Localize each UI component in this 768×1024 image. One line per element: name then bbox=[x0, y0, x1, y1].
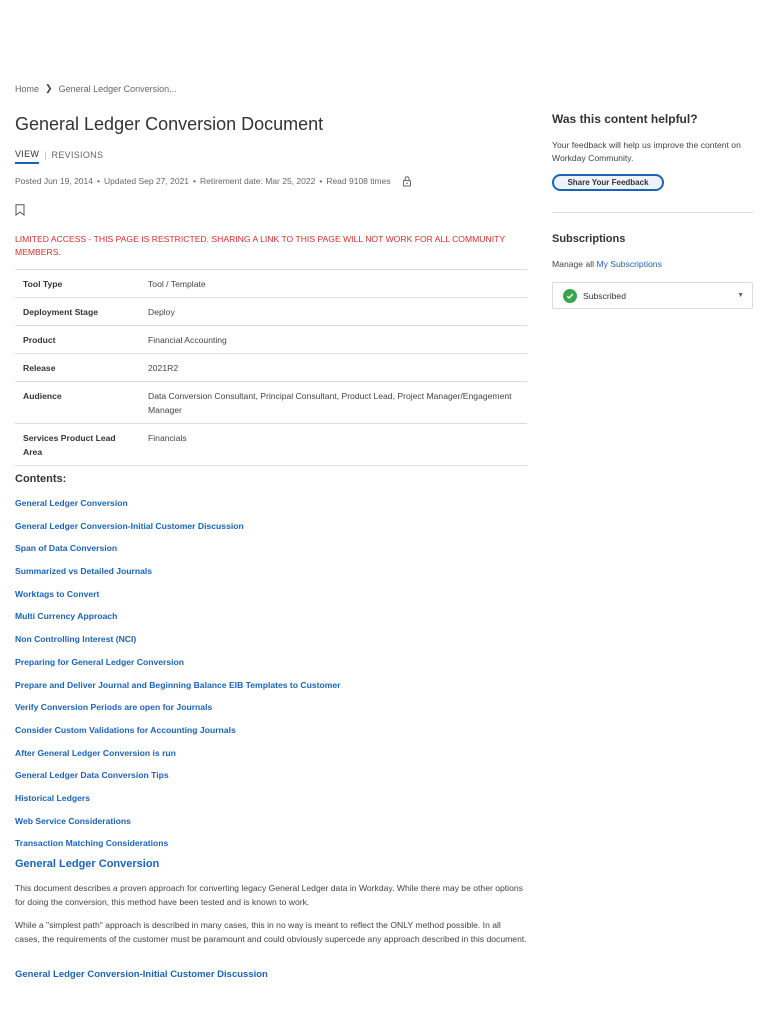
breadcrumb bbox=[15, 83, 177, 94]
attribute-value: Financials bbox=[140, 424, 527, 466]
toc-link[interactable]: Preparing for General Ledger Conversion bbox=[15, 656, 185, 667]
view-tabs bbox=[15, 149, 103, 164]
breadcrumb-current[interactable]: General Ledger Conversion... bbox=[58, 83, 177, 94]
toc-link[interactable]: After General Ledger Conversion is run bbox=[15, 747, 176, 758]
attribute-value: Financial Accounting bbox=[140, 326, 527, 354]
table-of-contents bbox=[15, 497, 341, 860]
toc-link[interactable]: General Ledger Conversion bbox=[15, 498, 128, 508]
attribute-value: 2021R2 bbox=[140, 354, 527, 382]
attribute-key: Tool Type bbox=[15, 270, 140, 298]
table-row bbox=[15, 326, 527, 354]
meta-separator: • bbox=[96, 176, 100, 186]
retirement-date: Retirement date: Mar 25, 2022 bbox=[200, 176, 316, 186]
paragraph: This document describes a proven approach for converting legacy General Ledger data in Workday. While there may be other options for doing the conversion, this method have been tested and is known to work. bbox=[15, 883, 523, 907]
toc-link[interactable]: General Ledger Conversion-Initial Customer Discussion bbox=[15, 520, 244, 531]
toc-link[interactable]: Prepare and Deliver Journal and Beginning Balance EIB Templates to Customer bbox=[15, 679, 341, 690]
tab-revisions[interactable]: REVISIONS bbox=[51, 150, 104, 160]
chevron-right-icon: ❯ bbox=[45, 83, 53, 93]
toc-link[interactable]: Span of Data Conversion bbox=[15, 543, 118, 554]
page-title: General Ledger Conversion Document bbox=[15, 114, 324, 134]
attribute-key: Services Product Lead Area bbox=[15, 424, 140, 466]
attribute-key: Deployment Stage bbox=[15, 298, 140, 326]
toc-link[interactable]: Worktags to Convert bbox=[15, 588, 100, 599]
updated-date: Updated Sep 27, 2021 bbox=[103, 176, 190, 186]
toc-link[interactable]: Web Service Considerations bbox=[15, 815, 131, 826]
contents-heading: Contents: bbox=[15, 473, 67, 485]
toc-link[interactable]: Summarized vs Detailed Journals bbox=[15, 566, 153, 577]
my-subscriptions-link[interactable]: My Subscriptions bbox=[596, 259, 662, 269]
lock-icon bbox=[401, 175, 413, 187]
table-row bbox=[15, 424, 527, 466]
table-row bbox=[15, 298, 527, 326]
meta-separator: • bbox=[319, 176, 323, 186]
toc-link[interactable]: Non Controlling Interest (NCI) bbox=[15, 634, 137, 645]
helpful-text: Your feedback will help us improve the content on Workday Community. bbox=[552, 140, 741, 163]
share-feedback-button[interactable]: Share Your Feedback bbox=[552, 174, 664, 191]
bookmark-icon[interactable] bbox=[15, 204, 25, 216]
toc-link[interactable]: General Ledger Data Conversion Tips bbox=[15, 770, 169, 781]
helpful-heading: Was this content helpful? bbox=[552, 112, 698, 126]
posted-date: Posted Jun 19, 2014 bbox=[15, 176, 93, 186]
check-circle-icon bbox=[563, 289, 577, 303]
attribute-key: Product bbox=[15, 326, 140, 354]
toc-link[interactable]: Multi Currency Approach bbox=[15, 611, 118, 622]
document-meta bbox=[15, 175, 413, 187]
section-heading-gl-conversion: General Ledger Conversion bbox=[15, 858, 160, 870]
subscribed-label: Subscribed bbox=[583, 290, 626, 301]
section-heading-initial-discussion: General Ledger Conversion-Initial Customer Discussion bbox=[15, 969, 268, 980]
tab-view[interactable]: VIEW bbox=[15, 149, 39, 164]
toc-link[interactable]: Transaction Matching Considerations bbox=[15, 838, 169, 849]
subscription-dropdown[interactable] bbox=[552, 282, 753, 309]
breadcrumb-home[interactable]: Home bbox=[15, 83, 40, 94]
caret-down-icon: ▼ bbox=[737, 292, 744, 299]
toc-link[interactable]: Historical Ledgers bbox=[15, 792, 90, 803]
manage-subscriptions bbox=[552, 259, 662, 269]
tab-separator: | bbox=[44, 150, 47, 160]
attributes-table bbox=[15, 269, 527, 466]
table-row bbox=[15, 382, 527, 424]
attribute-value: Deploy bbox=[140, 298, 527, 326]
table-row bbox=[15, 354, 527, 382]
attribute-value: Tool / Template bbox=[140, 270, 527, 298]
table-row bbox=[15, 270, 527, 298]
paragraph: While a "simplest path" approach is described in many cases, this in no way is meant to reflect the ONLY method possible. In all cases, the requirements of the customer must be paramount and could obviously supercede any approach described in this document. bbox=[15, 920, 527, 944]
subscriptions-heading: Subscriptions bbox=[552, 233, 626, 245]
attribute-key: Audience bbox=[15, 382, 140, 424]
manage-prefix: Manage all bbox=[552, 259, 595, 269]
attribute-value: Data Conversion Consultant, Principal Consultant, Product Lead, Project Manager/Engagement Manager bbox=[140, 382, 527, 424]
toc-link[interactable]: Consider Custom Validations for Accounting Journals bbox=[15, 724, 236, 735]
divider bbox=[552, 212, 753, 213]
restricted-notice: LIMITED ACCESS - THIS PAGE IS RESTRICTED. SHARING A LINK TO THIS PAGE WILL NOT WORK FOR ALL COMMUNITY MEMBERS. bbox=[15, 234, 505, 257]
attribute-key: Release bbox=[15, 354, 140, 382]
read-count: Read 9108 times bbox=[326, 176, 391, 186]
meta-separator: • bbox=[193, 176, 197, 186]
toc-link[interactable]: Verify Conversion Periods are open for Journals bbox=[15, 702, 213, 713]
